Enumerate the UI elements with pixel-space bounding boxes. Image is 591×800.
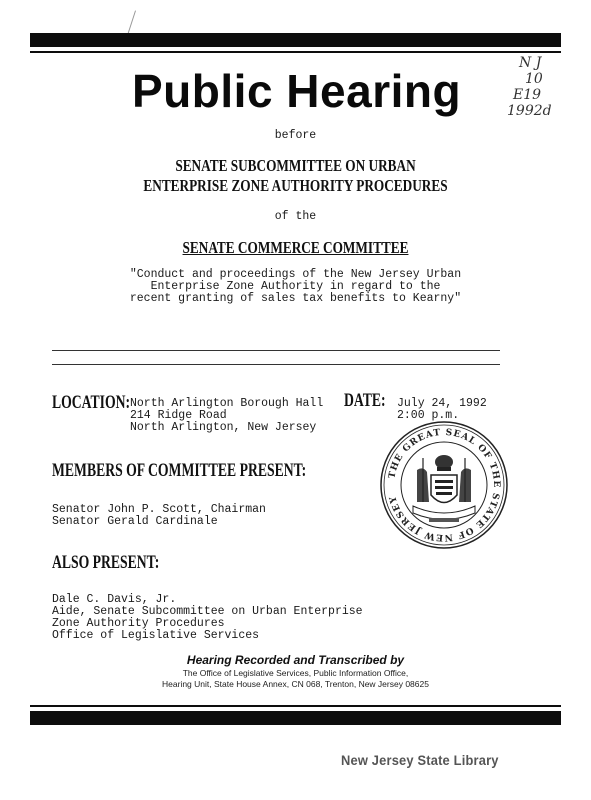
top-bar-thick [30, 33, 561, 47]
subject-line: recent granting of sales tax benefits to Kearny" [129, 292, 462, 305]
subcommittee-line: ENTERPRISE ZONE AUTHORITY PROCEDURES [143, 176, 448, 195]
handwritten-line: N J [519, 55, 542, 71]
subject-line: "Conduct and proceedings of the New Jersey Urban [129, 268, 462, 281]
location-line: North Arlington, New Jersey [130, 421, 317, 434]
also-present-line: Aide, Senate Subcommittee on Urban Enterprise [52, 605, 363, 618]
location-label: LOCATION: [52, 392, 131, 413]
member-item: Senator Gerald Cardinale [52, 515, 218, 528]
member-item: Senator John P. Scott, Chairman [52, 503, 266, 516]
committee-title: SENATE COMMERCE COMMITTEE [182, 238, 409, 257]
recorded-by-details [0, 668, 591, 690]
also-present-label: ALSO PRESENT: [52, 552, 160, 573]
separator-rule [52, 350, 500, 351]
handwritten-call-number [505, 55, 575, 119]
location-line: 214 Ridge Road [130, 409, 227, 422]
subcommittee-title [0, 156, 591, 196]
page-title: Public Hearing [132, 65, 462, 117]
stray-pen-mark [127, 10, 136, 35]
also-present-line: Dale C. Davis, Jr. [52, 593, 177, 606]
recorded-by-title: Hearing Recorded and Transcribed by [186, 653, 405, 667]
handwritten-line: E19 [513, 87, 542, 103]
location-details [130, 398, 323, 434]
subject-line: Enterprise Zone Authority in regard to the [150, 280, 441, 293]
state-seal [379, 420, 509, 550]
seal-text: THE GREAT SEAL OF THE STATE OF NEW JERSEY [387, 427, 502, 543]
also-present-line: Zone Authority Procedures [52, 617, 225, 630]
hearing-subject [0, 269, 591, 305]
top-bar-thin [30, 51, 561, 53]
bottom-bar-thick [30, 711, 561, 725]
date-line: July 24, 1992 [397, 397, 487, 410]
bottom-bar-thin [30, 705, 561, 707]
of-the-text: of the [274, 210, 317, 223]
also-present-line: Office of Legislative Services [52, 629, 260, 642]
before-text: before [274, 129, 317, 142]
state-seal-graphic [379, 420, 509, 550]
separator-rule [52, 364, 500, 365]
recorded-by-line: The Office of Legislative Services, Public Information Office, [182, 668, 409, 678]
date-details [397, 398, 487, 422]
members-list [52, 504, 266, 528]
handwritten-line: 1992d [507, 103, 552, 119]
subcommittee-line: SENATE SUBCOMMITTEE ON URBAN [175, 156, 416, 175]
date-line: 2:00 p.m. [397, 409, 460, 422]
library-stamp: New Jersey State Library [341, 752, 499, 768]
handwritten-line: 10 [525, 71, 543, 87]
also-present-list [52, 594, 363, 642]
recorded-by-line: Hearing Unit, State House Annex, CN 068, Trenton, New Jersey 08625 [162, 679, 429, 689]
members-label: MEMBERS OF COMMITTEE PRESENT: [52, 460, 307, 481]
date-label: DATE: [344, 390, 386, 411]
location-line: North Arlington Borough Hall [130, 397, 324, 410]
